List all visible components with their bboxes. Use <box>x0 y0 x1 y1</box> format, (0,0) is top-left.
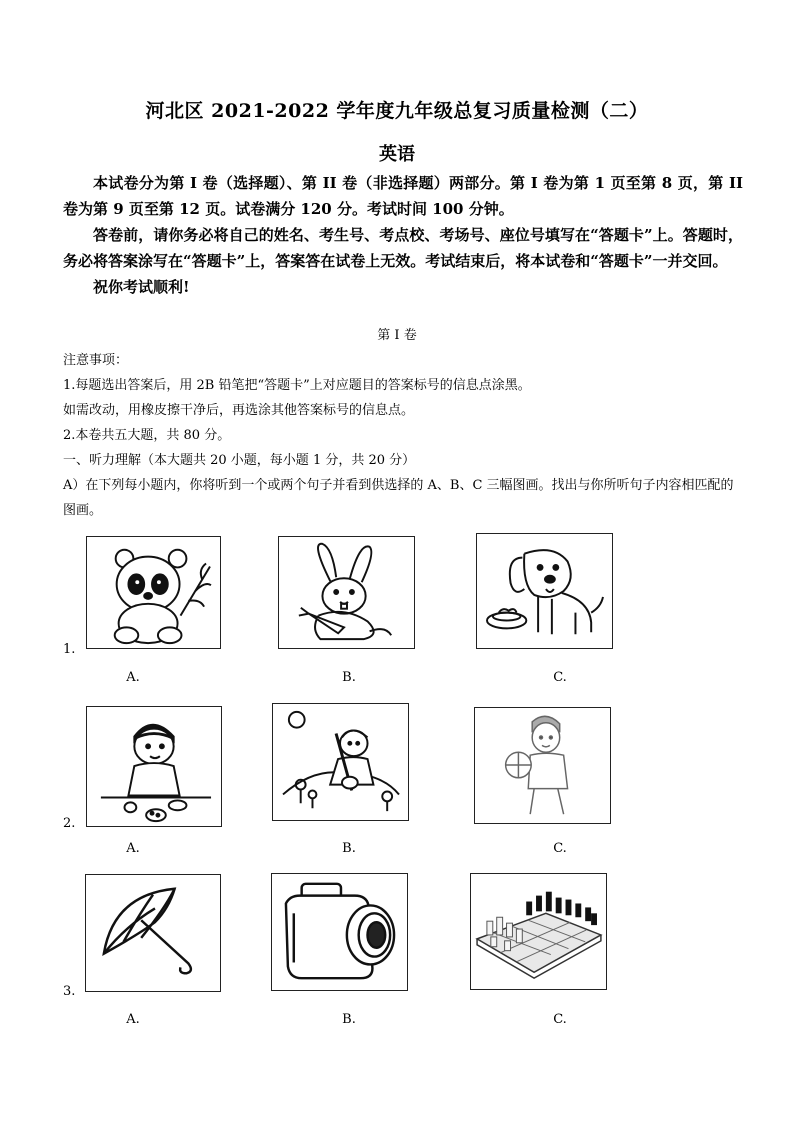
q3-option-a: A. <box>126 1012 140 1027</box>
q1-option-c: C. <box>553 670 567 685</box>
q1-option-b: B. <box>342 670 356 685</box>
note-2: 2.本卷共五大题，共 80 分。 <box>63 428 231 443</box>
q2-option-a: A. <box>126 841 140 856</box>
question-3-number: 3. <box>63 984 76 999</box>
question-1-number: 1. <box>63 642 76 657</box>
part-1-heading: 一、听力理解（本大题共 20 小题，每小题 1 分，共 20 分） <box>63 453 416 468</box>
q2-option-b: B. <box>342 841 356 856</box>
section-title: 第 I 卷 <box>377 328 417 343</box>
exam-intro <box>63 170 743 300</box>
boy-eating-image <box>86 706 222 827</box>
intro-paragraph-1: 本试卷分为第 I 卷（选择题）、第 II 卷（非选择题）两部分。第 I 卷为第 1 页至第 8 页，第 II 卷为第 9 页至第 12 页。试卷满分 120 分。考试时间 100 分钟。 <box>63 174 743 218</box>
q1-option-a: A. <box>126 670 140 685</box>
q2-option-c: C. <box>553 841 567 856</box>
notes-heading: 注意事项： <box>63 353 129 368</box>
child-playing-guitar-image <box>272 703 409 821</box>
note-1: 1.每题选出答案后，用 2B 铅笔把“答题卡”上对应题目的答案标号的信息点涂黑。 <box>63 378 531 393</box>
umbrella-image <box>85 874 221 992</box>
intro-paragraph-2: 答卷前，请你务必将自己的姓名、考生号、考点校、考场号、座位号填写在“答题卡”上。答题时，务必将答案涂写在“答题卡”上，答案答在试卷上无效。考试结束后，将本试卷和“答题卡”一并交回。 <box>63 226 743 270</box>
boy-with-basketball-image <box>474 707 611 824</box>
listening-instruction: A）在下列每小题内，你将听到一个或两个句子并看到供选择的 A、B、C 三幅图画。找出与你所听句子内容相匹配的图画。 <box>63 478 734 518</box>
chess-set-image <box>470 873 607 990</box>
q3-option-c: C. <box>553 1012 567 1027</box>
dog-with-bowl-image <box>476 533 613 649</box>
camera-image <box>271 873 408 991</box>
intro-paragraph-3: 祝你考试顺利! <box>93 278 190 296</box>
panda-with-bamboo-image <box>86 536 221 649</box>
notes-block <box>63 348 743 523</box>
q3-option-b: B. <box>342 1012 356 1027</box>
note-1b: 如需改动，用橡皮擦干净后，再选涂其他答案标号的信息点。 <box>63 403 415 418</box>
exam-title: 河北区 2021-2022 学年度九年级总复习质量检测（二） <box>145 100 649 122</box>
rabbit-with-carrot-image <box>278 536 415 649</box>
question-2-number: 2. <box>63 816 76 831</box>
subject-title: 英语 <box>379 144 415 165</box>
